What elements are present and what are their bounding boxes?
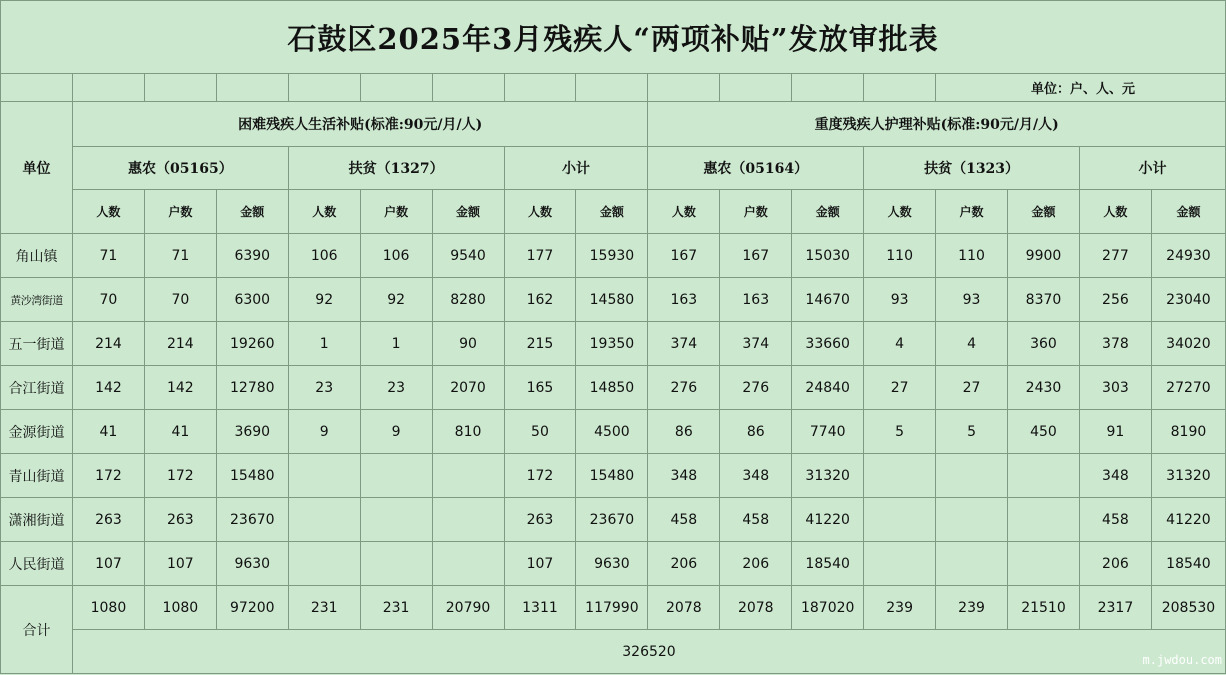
table-cell: 215 (504, 322, 576, 366)
blank-cell (1, 74, 73, 102)
table-cell: 7740 (792, 410, 864, 454)
table-cell: 163 (720, 278, 792, 322)
row-unit-name: 潇湘街道 (1, 498, 73, 542)
table-cell (288, 542, 360, 586)
unit-column-header: 单位 (1, 102, 73, 234)
blank-cell (720, 74, 792, 102)
table-cell: 23670 (576, 498, 648, 542)
table-cell: 214 (144, 322, 216, 366)
table-cell: 206 (720, 542, 792, 586)
col-header-people: 人数 (288, 190, 360, 234)
table-cell (936, 498, 1008, 542)
col-header-households: 户数 (144, 190, 216, 234)
table-cell: 24930 (1151, 234, 1225, 278)
table-row (1, 366, 1226, 410)
table-cell: 93 (864, 278, 936, 322)
grand-total-value: 326520 (72, 630, 1225, 674)
table-cell: 50 (504, 410, 576, 454)
row-unit-name: 五一街道 (1, 322, 73, 366)
total-cell: 1080 (144, 586, 216, 630)
table-cell: 8370 (1008, 278, 1080, 322)
subheader-huinong-2: 惠农（05164） (648, 147, 864, 190)
table-cell: 8280 (432, 278, 504, 322)
table-cell: 106 (360, 234, 432, 278)
group-header-living-subsidy: 困难残疾人生活补贴(标准:90元/月/人) (72, 102, 647, 147)
table-cell: 167 (648, 234, 720, 278)
table-cell: 19260 (216, 322, 288, 366)
col-header-households: 户数 (936, 190, 1008, 234)
table-cell: 1 (360, 322, 432, 366)
table-cell: 110 (864, 234, 936, 278)
table-cell: 378 (1079, 322, 1151, 366)
table-cell: 163 (648, 278, 720, 322)
table-cell (432, 454, 504, 498)
grand-total-row (1, 630, 1226, 674)
table-row (1, 278, 1226, 322)
blank-cell (504, 74, 576, 102)
table-cell: 23040 (1151, 278, 1225, 322)
table-cell: 27 (936, 366, 1008, 410)
blank-cell (72, 74, 144, 102)
table-cell: 5 (936, 410, 1008, 454)
col-header-people: 人数 (648, 190, 720, 234)
group-header-care-subsidy: 重度残疾人护理补贴(标准:90元/月/人) (648, 102, 1226, 147)
table-cell: 15480 (216, 454, 288, 498)
total-cell: 117990 (576, 586, 648, 630)
table-cell (1008, 498, 1080, 542)
table-cell: 167 (720, 234, 792, 278)
unit-row (1, 74, 1226, 102)
table-cell: 23670 (216, 498, 288, 542)
col-header-amount: 金额 (216, 190, 288, 234)
table-cell: 458 (720, 498, 792, 542)
watermark: m.jwdou.com (1142, 653, 1222, 667)
subheader-subtotal-2: 小计 (1079, 147, 1225, 190)
subheader-subtotal-1: 小计 (504, 147, 648, 190)
table-cell: 86 (648, 410, 720, 454)
blank-cell (144, 74, 216, 102)
table-cell: 374 (720, 322, 792, 366)
table-cell: 19350 (576, 322, 648, 366)
table-cell: 14850 (576, 366, 648, 410)
table-cell (360, 454, 432, 498)
table-cell: 276 (720, 366, 792, 410)
table-cell: 4500 (576, 410, 648, 454)
total-cell: 2078 (720, 586, 792, 630)
total-row (1, 586, 1226, 630)
row-unit-name: 合江街道 (1, 366, 73, 410)
table-cell: 458 (648, 498, 720, 542)
subheader-huinong-1: 惠农（05165） (72, 147, 288, 190)
table-cell: 2070 (432, 366, 504, 410)
table-cell: 360 (1008, 322, 1080, 366)
table-cell: 374 (648, 322, 720, 366)
table-cell: 6300 (216, 278, 288, 322)
total-cell: 97200 (216, 586, 288, 630)
col-header-people: 人数 (72, 190, 144, 234)
table-cell: 93 (936, 278, 1008, 322)
row-unit-name: 青山街道 (1, 454, 73, 498)
table-cell: 18540 (1151, 542, 1225, 586)
table-cell: 107 (144, 542, 216, 586)
table-row (1, 234, 1226, 278)
table-cell: 2430 (1008, 366, 1080, 410)
col-header-amount: 金额 (1151, 190, 1225, 234)
total-cell: 2317 (1079, 586, 1151, 630)
table-cell: 41220 (1151, 498, 1225, 542)
page-title: 石鼓区2025年3月残疾人“两项补贴”发放审批表 (1, 1, 1226, 74)
table-cell: 14580 (576, 278, 648, 322)
table-cell: 70 (144, 278, 216, 322)
blank-cell (288, 74, 360, 102)
col-header-amount: 金额 (1008, 190, 1080, 234)
table-cell: 33660 (792, 322, 864, 366)
table-cell: 172 (72, 454, 144, 498)
table-cell: 9 (360, 410, 432, 454)
table-cell: 348 (720, 454, 792, 498)
table-cell (288, 454, 360, 498)
table-cell: 9900 (1008, 234, 1080, 278)
row-unit-name: 黄沙湾街道 (1, 278, 73, 322)
blank-cell (648, 74, 720, 102)
table-cell: 5 (864, 410, 936, 454)
total-cell: 187020 (792, 586, 864, 630)
table-cell: 34020 (1151, 322, 1225, 366)
table-cell: 24840 (792, 366, 864, 410)
row-unit-name: 金源街道 (1, 410, 73, 454)
table-cell: 86 (720, 410, 792, 454)
table-cell: 348 (648, 454, 720, 498)
table-cell: 142 (144, 366, 216, 410)
table-cell (1008, 454, 1080, 498)
table-cell: 9630 (576, 542, 648, 586)
blank-cell (864, 74, 936, 102)
table-row (1, 454, 1226, 498)
table-cell (864, 498, 936, 542)
table-cell: 450 (1008, 410, 1080, 454)
table-cell: 172 (144, 454, 216, 498)
table-cell: 263 (144, 498, 216, 542)
table-cell: 110 (936, 234, 1008, 278)
blank-cell (360, 74, 432, 102)
table-cell: 348 (1079, 454, 1151, 498)
unit-label: 单位：户、人、元 (936, 74, 1226, 102)
table-cell: 256 (1079, 278, 1151, 322)
table-cell (360, 542, 432, 586)
table-cell: 4 (936, 322, 1008, 366)
table-cell (1008, 542, 1080, 586)
total-cell: 1311 (504, 586, 576, 630)
table-cell: 41 (144, 410, 216, 454)
table-cell: 106 (288, 234, 360, 278)
table-cell: 214 (72, 322, 144, 366)
table-cell (936, 542, 1008, 586)
table-cell (864, 454, 936, 498)
subheader-fupin-1: 扶贫（1327） (288, 147, 504, 190)
table-cell: 177 (504, 234, 576, 278)
row-unit-name: 角山镇 (1, 234, 73, 278)
total-cell: 20790 (432, 586, 504, 630)
table-cell: 3690 (216, 410, 288, 454)
total-cell: 1080 (72, 586, 144, 630)
col-header-households: 户数 (720, 190, 792, 234)
total-cell: 2078 (648, 586, 720, 630)
table-cell: 107 (72, 542, 144, 586)
table-row (1, 410, 1226, 454)
table-cell: 23 (288, 366, 360, 410)
table-cell: 90 (432, 322, 504, 366)
table-cell: 6390 (216, 234, 288, 278)
table-cell: 206 (1079, 542, 1151, 586)
table-cell: 276 (648, 366, 720, 410)
total-cell: 239 (864, 586, 936, 630)
table-cell: 31320 (1151, 454, 1225, 498)
table-cell: 41220 (792, 498, 864, 542)
table-cell: 71 (144, 234, 216, 278)
table-cell: 14670 (792, 278, 864, 322)
table-cell: 71 (72, 234, 144, 278)
blank-cell (432, 74, 504, 102)
table-cell: 810 (432, 410, 504, 454)
table-cell: 142 (72, 366, 144, 410)
table-cell: 15930 (576, 234, 648, 278)
table-cell: 91 (1079, 410, 1151, 454)
table-cell: 70 (72, 278, 144, 322)
total-cell: 21510 (1008, 586, 1080, 630)
total-cell: 208530 (1151, 586, 1225, 630)
table-cell: 27 (864, 366, 936, 410)
table-cell: 15480 (576, 454, 648, 498)
table-cell: 41 (72, 410, 144, 454)
table-row (1, 322, 1226, 366)
col-header-amount: 金额 (576, 190, 648, 234)
table-cell (432, 498, 504, 542)
table-cell: 263 (72, 498, 144, 542)
col-header-people: 人数 (1079, 190, 1151, 234)
table-cell: 1 (288, 322, 360, 366)
table-cell: 9 (288, 410, 360, 454)
table-cell (864, 542, 936, 586)
col-header-amount: 金额 (792, 190, 864, 234)
table-cell: 12780 (216, 366, 288, 410)
table-cell: 9540 (432, 234, 504, 278)
table-cell (360, 498, 432, 542)
col-header-households: 户数 (360, 190, 432, 234)
table-cell: 172 (504, 454, 576, 498)
total-cell: 239 (936, 586, 1008, 630)
subheader-fupin-2: 扶贫（1323） (864, 147, 1080, 190)
table-row (1, 498, 1226, 542)
table-cell (288, 498, 360, 542)
table-cell (936, 454, 1008, 498)
col-header-amount: 金额 (432, 190, 504, 234)
total-cell: 231 (360, 586, 432, 630)
table-row (1, 542, 1226, 586)
table-cell: 92 (288, 278, 360, 322)
table-cell: 107 (504, 542, 576, 586)
table-cell: 15030 (792, 234, 864, 278)
table-cell: 18540 (792, 542, 864, 586)
blank-cell (216, 74, 288, 102)
table-cell: 458 (1079, 498, 1151, 542)
col-header-people: 人数 (504, 190, 576, 234)
table-cell: 165 (504, 366, 576, 410)
table-cell: 263 (504, 498, 576, 542)
total-label: 合计 (1, 586, 73, 674)
table-cell: 8190 (1151, 410, 1225, 454)
table-cell: 162 (504, 278, 576, 322)
table-cell: 206 (648, 542, 720, 586)
col-header-people: 人数 (864, 190, 936, 234)
row-unit-name: 人民街道 (1, 542, 73, 586)
table-cell: 92 (360, 278, 432, 322)
table-cell: 9630 (216, 542, 288, 586)
blank-cell (576, 74, 648, 102)
table-cell: 303 (1079, 366, 1151, 410)
table-cell: 277 (1079, 234, 1151, 278)
blank-cell (792, 74, 864, 102)
table-cell: 31320 (792, 454, 864, 498)
table-cell: 4 (864, 322, 936, 366)
table-cell (432, 542, 504, 586)
table-cell: 23 (360, 366, 432, 410)
total-cell: 231 (288, 586, 360, 630)
table-cell: 27270 (1151, 366, 1225, 410)
